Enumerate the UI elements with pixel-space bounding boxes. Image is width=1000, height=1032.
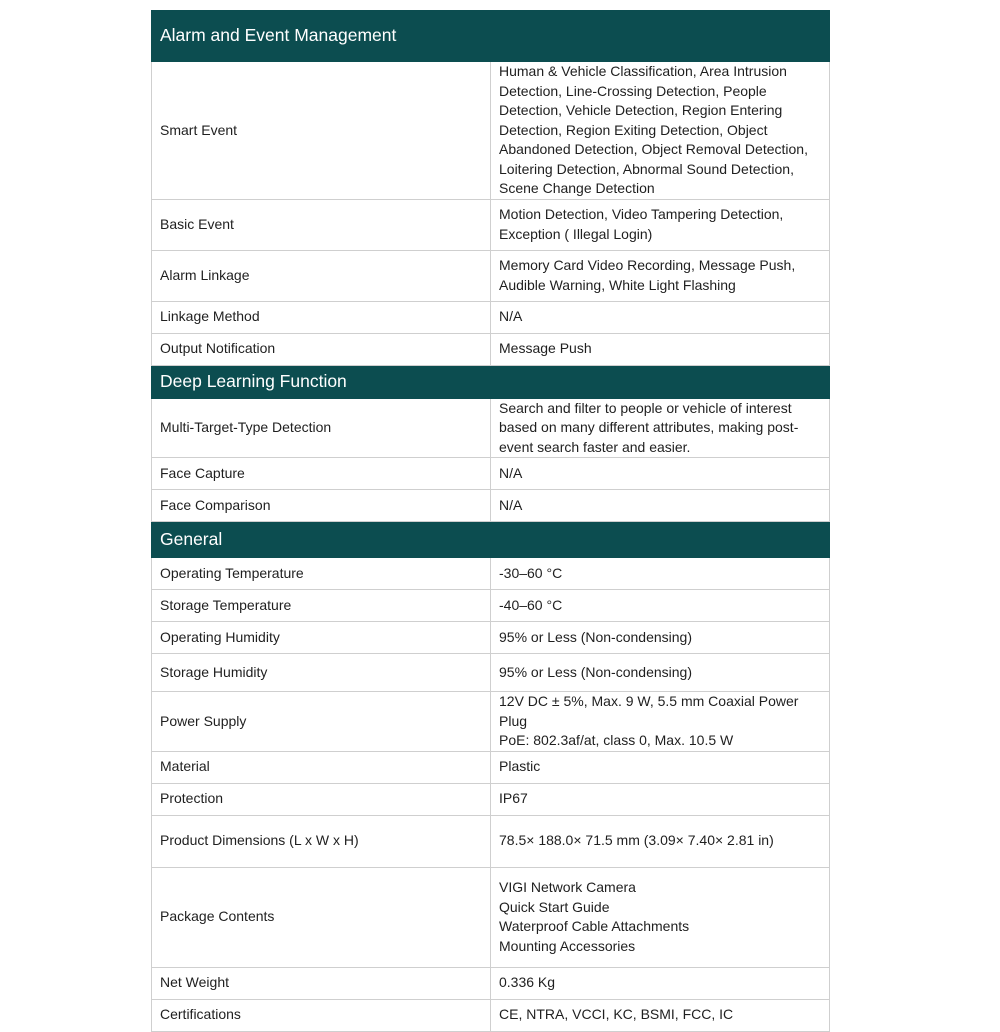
- spec-value-line: 95% or Less (Non-condensing): [499, 663, 692, 680]
- spec-value: [491, 751, 830, 783]
- spec-value: [491, 398, 830, 458]
- spec-value: [491, 62, 830, 200]
- spec-label: Alarm Linkage: [152, 250, 491, 301]
- spec-value: [491, 301, 830, 333]
- spec-row: [152, 654, 830, 692]
- spec-label: Material: [152, 751, 491, 783]
- spec-value: [491, 654, 830, 692]
- spec-value-line: N/A: [499, 464, 523, 481]
- spec-label: Storage Humidity: [152, 654, 491, 692]
- spec-row: [152, 867, 830, 967]
- spec-row: [152, 967, 830, 999]
- spec-row: [152, 558, 830, 590]
- spec-label: Output Notification: [152, 333, 491, 365]
- section-header: [152, 365, 830, 398]
- spec-row: [152, 250, 830, 301]
- section-header: [152, 522, 830, 558]
- spec-label: Package Contents: [152, 867, 491, 967]
- spec-value-line: IP67: [499, 790, 528, 807]
- spec-label: Multi-Target-Type Detection: [152, 398, 491, 458]
- spec-value-line: Search and filter to people or vehicle of interest based on many different attributes, making post-event search faster and easier.: [499, 399, 799, 455]
- spec-value: [491, 999, 830, 1031]
- section-title: Deep Learning Function: [152, 365, 830, 398]
- spec-value-line: -30–60 °C: [499, 564, 563, 581]
- spec-value: [491, 458, 830, 490]
- spec-value: [491, 967, 830, 999]
- spec-label: Certifications: [152, 999, 491, 1031]
- spec-table: [151, 10, 830, 1032]
- spec-label: Net Weight: [152, 967, 491, 999]
- spec-label: Protection: [152, 783, 491, 815]
- spec-row: [152, 199, 830, 250]
- spec-value: [491, 250, 830, 301]
- spec-row: [152, 458, 830, 490]
- spec-label: Operating Humidity: [152, 622, 491, 654]
- spec-value-line: Quick Start Guide: [499, 898, 610, 915]
- spec-label: Product Dimensions (L x W x H): [152, 815, 491, 867]
- spec-table-body: [152, 11, 830, 1032]
- spec-value-line: Motion Detection, Video Tampering Detection, Exception ( Illegal Login): [499, 206, 784, 242]
- spec-value: [491, 333, 830, 365]
- spec-label: Face Comparison: [152, 490, 491, 522]
- section-title: Alarm and Event Management: [152, 11, 830, 62]
- spec-label: Operating Temperature: [152, 558, 491, 590]
- spec-value-line: PoE: 802.3af/at, class 0, Max. 10.5 W: [499, 732, 734, 748]
- spec-value-line: -40–60 °C: [499, 596, 563, 613]
- spec-row: [152, 999, 830, 1031]
- spec-value-line: N/A: [499, 496, 523, 513]
- spec-value-line: 78.5× 188.0× 71.5 mm (3.09× 7.40× 2.81 in): [499, 832, 774, 849]
- spec-value: [491, 590, 830, 622]
- spec-value: [491, 867, 830, 967]
- spec-value-line: Memory Card Video Recording, Message Push, Audible Warning, White Light Flashing: [499, 257, 796, 293]
- spec-label: Power Supply: [152, 692, 491, 752]
- spec-value: [491, 622, 830, 654]
- spec-row: [152, 692, 830, 752]
- spec-value-line: Waterproof Cable Attachments: [499, 918, 690, 934]
- spec-value: [491, 783, 830, 815]
- spec-value-line: Message Push: [499, 340, 592, 357]
- spec-row: [152, 398, 830, 458]
- spec-row: [152, 622, 830, 654]
- spec-row: [152, 301, 830, 333]
- spec-value-line: 12V DC ± 5%, Max. 9 W, 5.5 mm Coaxial Power Plug: [499, 693, 799, 729]
- spec-label: Face Capture: [152, 458, 491, 490]
- spec-row: [152, 490, 830, 522]
- spec-value-line: Human & Vehicle Classification, Area Intrusion Detection, Line-Crossing Detection, People Detection, Vehicle Detection, Region Entering Detection, Region Exiting Detection, Object Abandoned Detection, Object Removal Detection, Loitering Detection, Abnormal Sound Detection, Scene Change Detection: [499, 63, 808, 196]
- spec-label: Linkage Method: [152, 301, 491, 333]
- spec-row: [152, 815, 830, 867]
- spec-value: [491, 490, 830, 522]
- section-title: General: [152, 522, 830, 558]
- spec-value-line: Plastic: [499, 758, 541, 775]
- spec-value-line: CE, NTRA, VCCI, KC, BSMI, FCC, IC: [499, 1006, 734, 1023]
- spec-label: Smart Event: [152, 62, 491, 200]
- spec-row: [152, 751, 830, 783]
- spec-value: [491, 692, 830, 752]
- spec-value: [491, 815, 830, 867]
- spec-label: Basic Event: [152, 199, 491, 250]
- spec-value-line: 95% or Less (Non-condensing): [499, 628, 692, 645]
- spec-row: [152, 590, 830, 622]
- spec-row: [152, 333, 830, 365]
- section-header: [152, 11, 830, 62]
- spec-row: [152, 62, 830, 200]
- spec-value-line: 0.336 Kg: [499, 974, 556, 991]
- spec-value: [491, 558, 830, 590]
- spec-row: [152, 783, 830, 815]
- spec-label: Storage Temperature: [152, 590, 491, 622]
- spec-value-line: N/A: [499, 308, 523, 325]
- spec-value: [491, 199, 830, 250]
- spec-value-line: VIGI Network Camera: [499, 879, 636, 895]
- spec-value-line: Mounting Accessories: [499, 937, 636, 954]
